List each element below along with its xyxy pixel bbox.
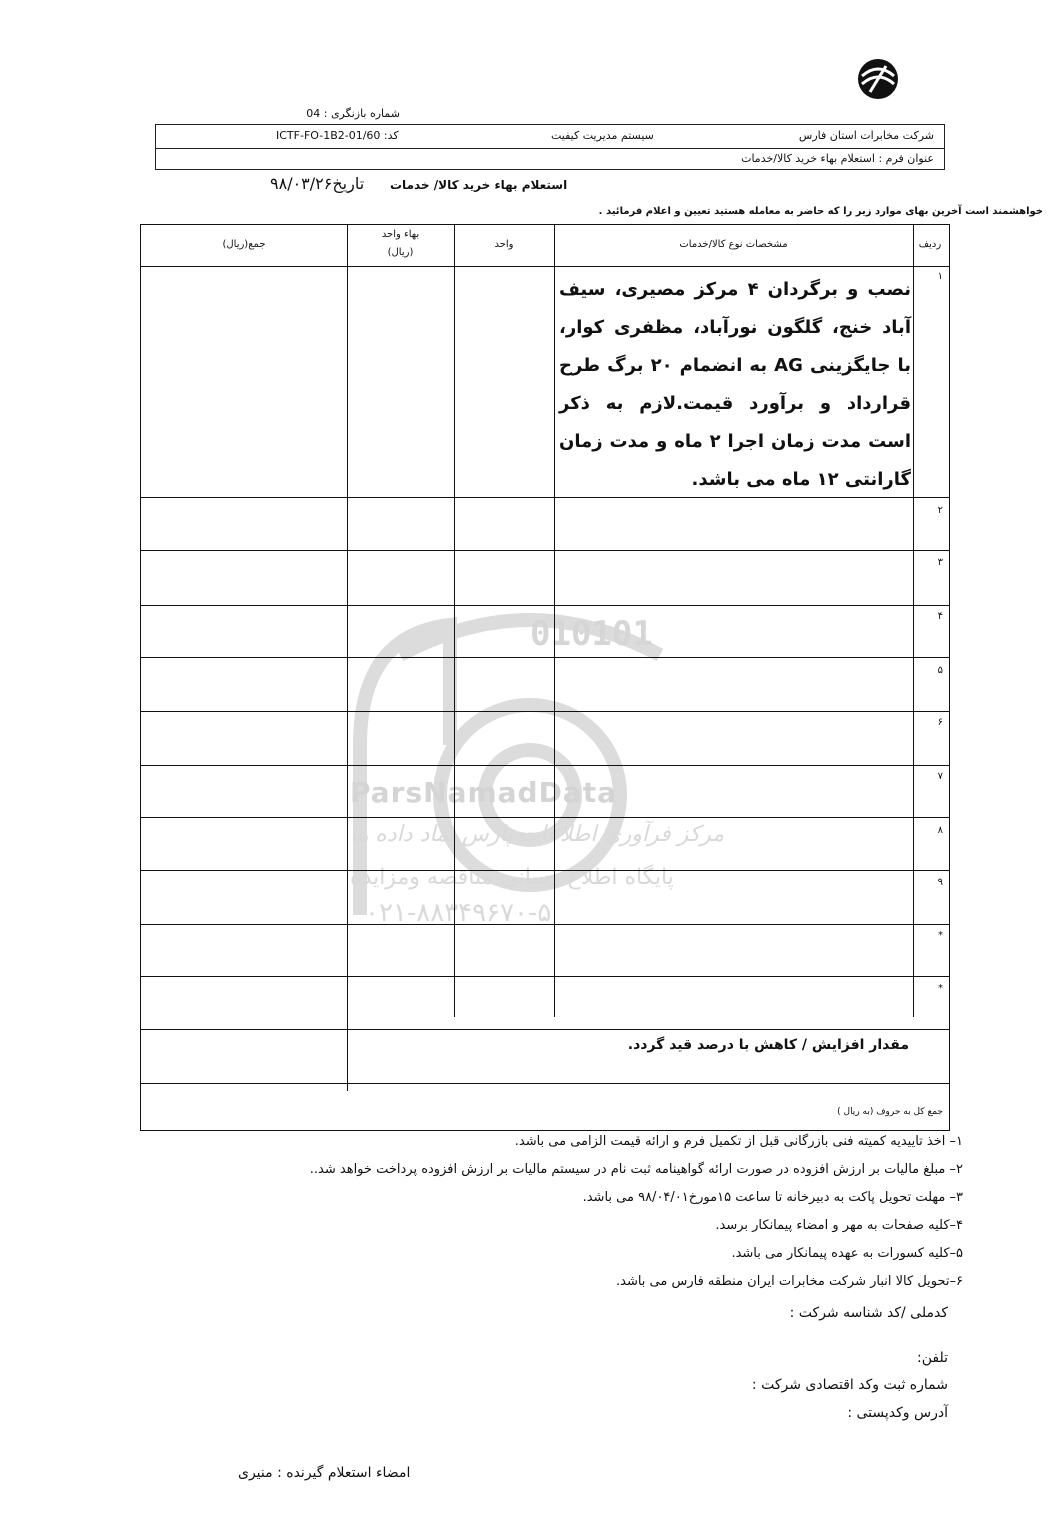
col-price-subheader: (ریال) xyxy=(387,247,414,258)
watermark-phone: ۰۲۱-۸۸۳۴۹۶۷۰-۵ xyxy=(365,898,552,928)
phone-field: تلفن: xyxy=(917,1350,948,1366)
row-number: ۹ xyxy=(937,877,943,888)
col-unit-header: واحد xyxy=(494,239,514,250)
form-code: کد: ICTF-FO-1B2-01/60 xyxy=(276,129,399,142)
signature-line: امضاء استعلام گیرنده : منیری xyxy=(238,1465,411,1481)
address-field: آدرس وکدپستی : xyxy=(847,1405,948,1421)
row-number: ۶ xyxy=(937,717,943,728)
company-name: شرکت مخابرات استان فارس xyxy=(798,129,934,142)
price-inquiry-table xyxy=(140,224,950,1131)
row-number: * xyxy=(938,930,943,941)
total-in-words: جمع کل به حروف (به ریال ) xyxy=(837,1107,943,1117)
col-desc-header: مشخصات نوع کالا/خدمات xyxy=(679,239,788,250)
col-total-header: جمع(ریال) xyxy=(222,239,266,250)
row-number: ۴ xyxy=(937,611,943,622)
row-number: ۲ xyxy=(937,505,943,516)
row-number: ۳ xyxy=(937,557,943,568)
watermark-line1: مرکز فرآوری اطلاعات پارس نماد داده ها xyxy=(350,822,725,847)
note-item: ۳– مهلت تحویل پاکت به دبیرخانه تا ساعت ۱۵مورخ۹۸/۰۴/۰۱ می باشد. xyxy=(582,1190,963,1205)
row-number: ۵ xyxy=(937,665,943,676)
revision-number: شماره بازنگری : 04 xyxy=(306,107,400,120)
inquiry-date: تاریخ۹۸/۰۳/۲۶ xyxy=(270,174,365,193)
row-number: ۷ xyxy=(937,771,943,782)
adjustment-note: مقدار افزایش / کاهش با درصد قید گردد. xyxy=(627,1037,909,1053)
col-price-header: بهاء واحد xyxy=(381,229,420,240)
national-id-field: کدملی /کد شناسه شرکت : xyxy=(789,1305,948,1321)
registration-field: شماره ثبت وکد اقتصادی شرکت : xyxy=(751,1377,948,1393)
note-item: ۱– اخذ تاییدیه کمیته فنی بازرگانی قبل از تکمیل فرم و ارائه قیمت الزامی می باشد. xyxy=(514,1134,963,1149)
note-item: ۲– مبلغ مالیات بر ارزش افزوده در صورت ارائه گواهینامه ثبت نام در سیستم مالیات بر ارزش افزوده پرداخت خواهد شد.. xyxy=(309,1162,963,1177)
col-row-header: ردیف xyxy=(918,239,942,250)
row-number: ۱ xyxy=(937,271,943,282)
watermark-brand: ParsNamadData xyxy=(350,776,617,809)
inquiry-title: استعلام بهاء خرید کالا/ خدمات xyxy=(390,178,568,192)
form-header xyxy=(155,124,945,170)
row-number: ۸ xyxy=(937,825,943,836)
form-title: عنوان فرم : استعلام بهاء خرید کالا/خدمات xyxy=(741,152,934,165)
note-item: ۵–کلیه کسورات به عهده پیمانکار می باشد. xyxy=(731,1246,963,1261)
note-item: ۴–کلیه صفحات به مهر و امضاء پیمانکار برسد. xyxy=(715,1218,963,1233)
row1-description: نصب و برگردان ۴ مرکز مصیری، سیف آباد خنج، گلگون نورآباد، مظفری کوار، با جایگزینی AG به انضمام ۲۰ برگ طرح قرارداد و برآورد قیمت.لازم به ذکر است مدت زمان اجرا ۲ ماه و مدت زمان گارانتی ۱۲ ماه می باشد. xyxy=(559,279,911,490)
quality-system: سیستم مدیریت کیفیت xyxy=(551,129,654,142)
row-number: * xyxy=(938,983,943,994)
watermark-line2: پایگاه اطلاع رسانی مناقصه ومزایده xyxy=(350,865,674,890)
request-text: خواهشمند است آخرین بهای موارد زیر را که حاضر به معامله هستید تعیین و اعلام فرمائید . xyxy=(598,206,1043,217)
company-logo-icon xyxy=(848,54,908,104)
note-item: ۶–تحویل کالا انبار شرکت مخابرات ایران منطقه فارس می باشد. xyxy=(615,1274,963,1289)
watermark-digits: 010101 xyxy=(530,614,653,654)
